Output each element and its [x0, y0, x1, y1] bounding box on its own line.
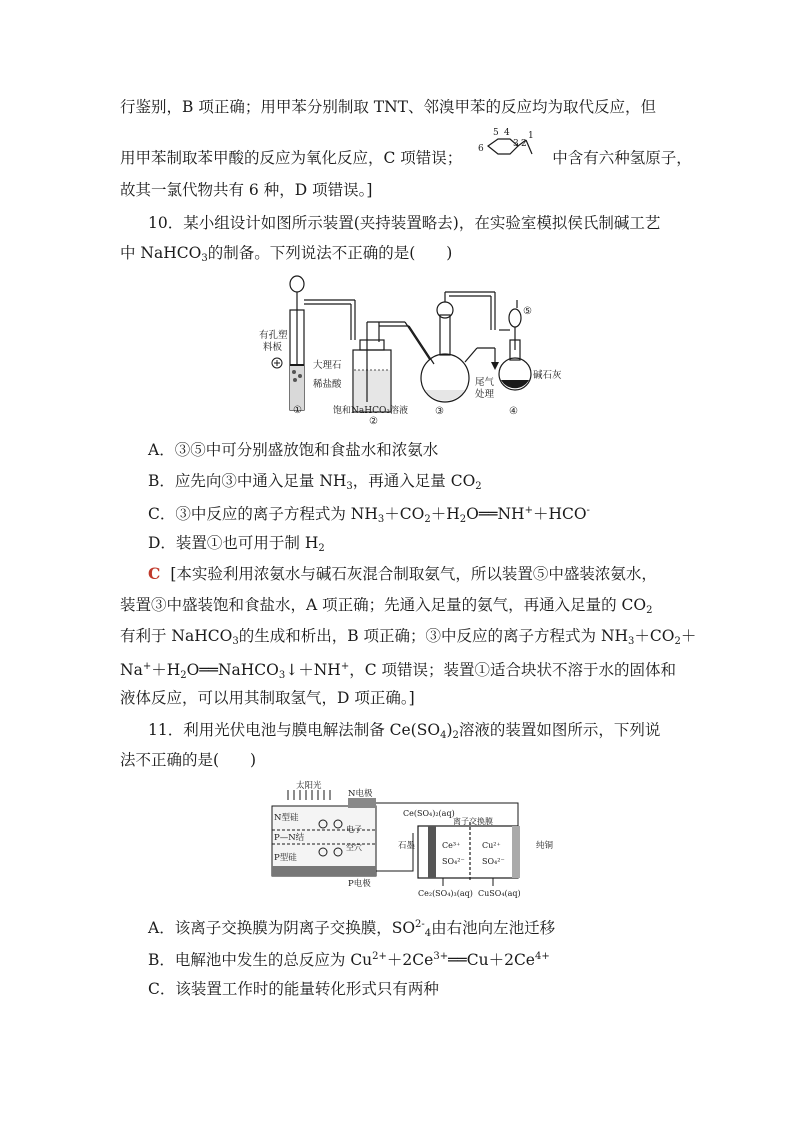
question-10-option-c: C．③中反应的离子方程式为 $NH_3+CO_2+H_2O══NH^++HCO^-$ [148, 505, 590, 525]
label-apparatus-3: ③ [435, 406, 444, 417]
answer-10-letter: C [148, 564, 161, 583]
explanation-9-line1: 行鉴别，B 项正确；用甲苯分别制取 TNT、邻溴甲苯的反应均为取代反应，但 [120, 98, 656, 116]
label-perforated-plate: 有孔塑 [259, 330, 288, 341]
photovoltaic-electrolysis-figure [268, 778, 568, 900]
question-10-stem-line1: 10．某小组设计如图所示装置(夹持装置略去)，在实验室模拟侯氏制碱工艺 [148, 214, 661, 232]
label-p-electrode: P电极 [348, 879, 371, 889]
label-soda-lime: 碱石灰 [533, 370, 562, 381]
methylcyclohexane-structure [466, 124, 556, 170]
answer-10-line3: 有利于 NaHCO$_3$的生成和析出，B 项正确；③中反应的离子方程式为 $NH_3+CO_2+$ [120, 627, 697, 647]
label-n-silicon: N型硅 [274, 813, 299, 823]
apparatus-2 [353, 322, 434, 412]
label-perforated-plate-2: 料板 [263, 342, 283, 353]
label-apparatus-4: ④ [509, 406, 518, 417]
label-cuso4-aq: CuSO₄(aq) [478, 889, 521, 898]
question-10-option-d: D．装置①也可用于制 $H_2$ [148, 534, 325, 554]
label-apparatus-2: ② [369, 416, 378, 427]
label-cu2-plus: Cu²⁺ [482, 841, 501, 850]
label-sulfate-right: SO₄²⁻ [482, 857, 505, 866]
ring-label-4: 4 [504, 128, 510, 138]
label-hole: 空穴 [346, 843, 362, 852]
question-10-option-a: A．③⑤中可分别盛放饱和食盐水和浓氨水 [148, 441, 439, 459]
question-10-option-b: B．应先向③中通入足量 $NH_3$，再通入足量 $CO_2$ [148, 472, 482, 492]
label-marble: 大理石 [313, 360, 342, 371]
label-apparatus-5: ⑤ [523, 306, 532, 317]
question-11-option-a: A．该离子交换膜为阴离子交换膜，$SO^{2-}_4$由右池向左池迁移 [148, 919, 556, 939]
label-apparatus-1: ① [293, 405, 302, 416]
ring-label-2: 2 [521, 139, 527, 149]
question-11-stem-line2: 法不正确的是( ) [120, 751, 257, 769]
label-saturated-nahco3: 饱和NaHCO₃溶液 [333, 406, 408, 416]
label-ce2-so4-3-aq: Ce₂(SO₄)₃(aq) [418, 889, 473, 898]
question-11-stem-line1: 11．利用光伏电池与膜电解法制备 $Ce(SO_4)_2$溶液的装置如图所示，下列说 [148, 721, 661, 741]
label-dilute-hcl: 稀盐酸 [313, 379, 342, 390]
explanation-9-line3: 故其一氯代物共有 6 种，D 项错误。] [120, 181, 373, 199]
label-pure-copper: 纯铜 [536, 841, 554, 851]
answer-10-line2: 装置③中盛装饱和食盐水，A 项正确；先通入足量的氨气，再通入足量的 $CO_2$ [120, 596, 653, 616]
graphite-electrode [428, 826, 436, 878]
label-tail-gas-2: 处理 [475, 389, 495, 400]
ring-label-1: 1 [528, 131, 534, 141]
label-electron: 电子 [346, 825, 362, 834]
question-10-stem-line2: 中 NaHCO$_3$的制备。下列说法不正确的是( ) [120, 244, 453, 264]
hou-process-apparatus-figure [255, 270, 562, 428]
question-11-option-c: C．该装置工作时的能量转化形式只有两种 [148, 980, 439, 998]
label-sunlight: 太阳光 [296, 781, 322, 791]
answer-10-line1: C [本实验利用浓氨水与碱石灰混合制取氨气，所以装置⑤中盛装浓氨水， [148, 564, 657, 583]
answer-10-line4: $Na^++H_2O══NaHCO_3↓+NH^+$，C 项错误；装置①适合块状不溶于水的固体和 [120, 661, 677, 681]
p-electrode [272, 866, 376, 876]
answer-10-line5: 液体反应，可以用其制取氢气，D 项正确。] [120, 689, 415, 707]
label-p-silicon: P型硅 [274, 853, 297, 863]
explanation-9-line2: 用甲苯制取苯甲酸的反应为氧化反应，C 项错误； 中含有六种氢原子， [120, 149, 692, 167]
ring-label-5: 5 [493, 128, 499, 138]
label-n-electrode: N电极 [348, 789, 373, 799]
copper-electrode [512, 826, 520, 878]
question-11-option-b: B．电解池中发生的总反应为 $Cu^{2+}+2Ce^{3+}══Cu+2Ce^{4+}$ [148, 951, 550, 969]
label-pn-junction: P—N结 [274, 833, 305, 843]
label-ce-so4-2-aq: Ce(SO₄)₂(aq) [403, 809, 455, 818]
label-tail-gas: 尾气 [475, 377, 495, 388]
label-sulfate-left: SO₄²⁻ [442, 857, 465, 866]
ring-label-3: 3 [513, 139, 519, 149]
label-ion-exchange-membrane: 离子交换膜 [453, 817, 493, 826]
label-graphite: 石墨 [398, 841, 416, 851]
sunlight-arrows [288, 790, 330, 800]
ring-label-6: 6 [478, 144, 484, 154]
label-ce3-plus: Ce³⁺ [442, 841, 461, 850]
side-bond [526, 140, 532, 154]
n-electrode [348, 798, 376, 808]
